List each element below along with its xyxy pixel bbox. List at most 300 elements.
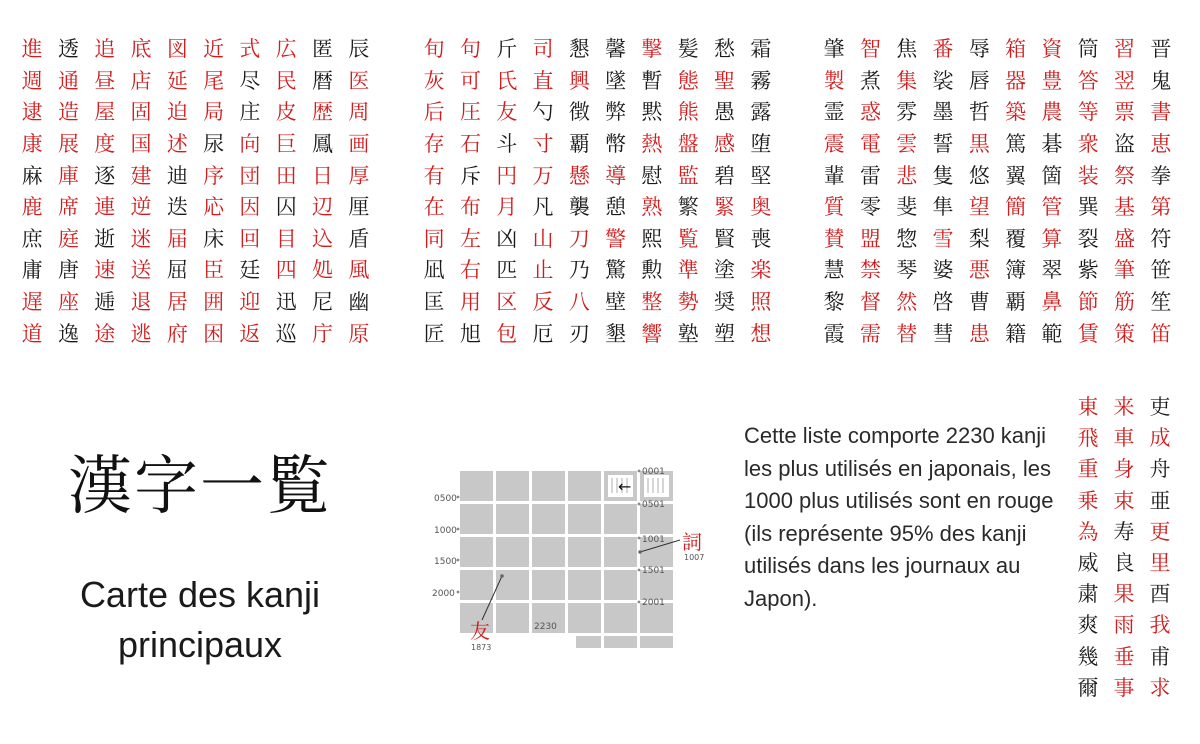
kanji-cell: 肇: [823, 37, 845, 62]
kanji-cell: 粛: [1077, 582, 1099, 607]
kanji-cell: 通: [57, 68, 79, 93]
kanji-cell: 山: [532, 226, 554, 251]
kanji-cell: 賛: [823, 226, 845, 251]
kanji-cell: 尽: [239, 68, 261, 93]
kanji-cell: 範: [1041, 321, 1063, 346]
kanji-cell: 后: [423, 100, 445, 125]
kanji-cell: 幾: [1077, 644, 1099, 669]
map-left-label-1: 1000: [434, 526, 457, 536]
map-cell: [496, 603, 529, 633]
kanji-cell: 刀: [568, 226, 590, 251]
map-right-label-1: 0501: [642, 500, 665, 510]
kanji-cell: 反: [532, 290, 554, 315]
kanji-cell: 回: [239, 226, 261, 251]
kanji-cell: 翼: [1005, 163, 1027, 188]
kanji-cell: 廷: [239, 258, 261, 283]
kanji-cell: 衆: [1077, 132, 1099, 157]
kanji-cell: 輩: [823, 163, 845, 188]
callout-left-number: 1873: [471, 643, 492, 652]
kanji-cell: 馨: [605, 37, 627, 62]
kanji-cell: 医: [348, 68, 370, 93]
map-end-label: 2230: [534, 622, 557, 632]
map-cell: [496, 471, 529, 501]
kanji-cell: 簿: [1005, 258, 1027, 283]
map-left-label-0: 0500: [434, 494, 457, 504]
kanji-cell: 賢: [714, 226, 736, 251]
kanji-cell: 慰: [641, 163, 663, 188]
kanji-cell: 展: [57, 132, 79, 157]
kanji-cell: 度: [94, 132, 116, 157]
kanji-cell: 巽: [1077, 195, 1099, 220]
kanji-cell: 監: [677, 163, 699, 188]
map-cells: [460, 471, 673, 648]
kanji-cell: 皮: [275, 100, 297, 125]
kanji-cell: 緊: [714, 195, 736, 220]
map-right-label-3: 1501: [642, 566, 665, 576]
kanji-cell: 歴: [312, 100, 334, 125]
kanji-cell: 悠: [968, 163, 990, 188]
kanji-cell: 図: [166, 37, 188, 62]
kanji-cell: 番: [932, 37, 954, 62]
kanji-cell: 垂: [1113, 644, 1135, 669]
kanji-cell: 惣: [896, 226, 918, 251]
kanji-grid-4: [1070, 392, 1178, 704]
kanji-cell: 画: [348, 132, 370, 157]
kanji-cell: 辱: [968, 37, 990, 62]
kanji-cell: 農: [1041, 100, 1063, 125]
label-tick: [638, 537, 641, 540]
kanji-cell: 曹: [968, 290, 990, 315]
kanji-cell: 管: [1041, 195, 1063, 220]
kanji-cell: 逐: [94, 163, 116, 188]
kanji-cell: 導: [605, 163, 627, 188]
map-cell: [568, 504, 601, 534]
kanji-cell: 盤: [677, 132, 699, 157]
kanji-cell: 煮: [859, 68, 881, 93]
map-cell: [532, 537, 565, 567]
kanji-cell: 圧: [459, 100, 481, 125]
kanji-cell: 斗: [496, 132, 518, 157]
kanji-cell: 笛: [1150, 321, 1172, 346]
kanji-cell: 囚: [275, 195, 297, 220]
kanji-cell: 同: [423, 226, 445, 251]
description: Cette liste comporte 2230 kanji les plus utilisés en japonais, les 1000 plus utilisés sont en rouge (ils représente 95% des kanji utilisés dans les journaux au Japon).: [744, 423, 1054, 611]
kanji-cell: 居: [166, 290, 188, 315]
kanji-cell: 込: [312, 226, 334, 251]
kanji-cell: 裟: [932, 68, 954, 93]
kanji-map-diagram: [424, 460, 724, 660]
kanji-cell: 乗: [1077, 488, 1099, 513]
callout-right-kanji: 詞: [682, 530, 702, 554]
map-cell: [460, 504, 493, 534]
kanji-cell: 国: [130, 132, 152, 157]
label-tick: [457, 559, 460, 562]
kanji-cell: 凪: [423, 258, 445, 283]
kanji-cell: 刃: [568, 321, 590, 346]
kanji-cell: 庫: [57, 163, 79, 188]
kanji-cell: 東: [1077, 395, 1099, 420]
label-tick: [638, 470, 641, 473]
subtitle: Carte des kanji principaux: [79, 574, 321, 665]
kanji-cell: 届: [166, 226, 188, 251]
kanji-cell: 週: [21, 68, 43, 93]
kanji-cell: 豊: [1041, 68, 1063, 93]
kanji-cell: 楽: [750, 258, 772, 283]
kanji-cell: 鹿: [21, 195, 43, 220]
label-tick: [638, 503, 641, 506]
kanji-cell: 符: [1150, 226, 1172, 251]
kanji-cell: 奥: [750, 195, 772, 220]
kanji-cell: 厚: [348, 163, 370, 188]
map-cell: [532, 504, 565, 534]
kanji-cell: 成: [1149, 426, 1171, 451]
kanji-cell: 甫: [1149, 644, 1171, 669]
kanji-cell: 進: [21, 37, 43, 62]
kanji-cell: 智: [859, 37, 881, 62]
kanji-cell: 唇: [968, 68, 990, 93]
kanji-cell: 屈: [166, 258, 188, 283]
kanji-cell: 透: [57, 37, 79, 62]
kanji-cell: 爽: [1077, 613, 1099, 638]
kanji-cell: 連: [94, 195, 116, 220]
kanji-cell: 灰: [423, 68, 445, 93]
kanji-cell: 裂: [1077, 226, 1099, 251]
kanji-cell: 壁: [605, 290, 627, 315]
kanji-cell: 囲: [203, 290, 225, 315]
kanji-cell: 簡: [1005, 195, 1027, 220]
kanji-cell: 奨: [714, 290, 736, 315]
left-arrow-icon: ←: [618, 477, 632, 496]
kanji-cell: 造: [57, 100, 79, 125]
kanji-cell: 氏: [496, 68, 518, 93]
kanji-cell: 田: [275, 163, 297, 188]
kanji-cell: 酉: [1149, 582, 1171, 607]
kanji-cell: 築: [1005, 100, 1027, 125]
kanji-cell: 懸: [568, 163, 590, 188]
kanji-cell: 質: [823, 195, 845, 220]
callout-right-number: 1007: [684, 553, 705, 562]
kanji-cell: 凶: [496, 226, 518, 251]
kanji-cell: 墨: [932, 100, 954, 125]
kanji-cell: 熟: [641, 195, 663, 220]
kanji-cell: 座: [57, 290, 79, 315]
kanji-cell: 石: [459, 132, 481, 157]
kanji-cell: 覇: [568, 132, 590, 157]
kanji-cell: 唐: [57, 258, 79, 283]
kanji-cell: 警: [605, 226, 627, 251]
kanji-cell: 喪: [750, 226, 772, 251]
kanji-cell: 筆: [1114, 258, 1136, 283]
kanji-cell: 逝: [94, 226, 116, 251]
kanji-cell: 拳: [1150, 163, 1172, 188]
kanji-cell: 席: [57, 195, 79, 220]
kanji-cell: 有: [423, 163, 445, 188]
kanji-cell: 爾: [1077, 675, 1099, 700]
kanji-cell: 存: [423, 132, 445, 157]
kanji-cell: 幣: [605, 132, 627, 157]
kanji-cell: 督: [859, 290, 881, 315]
kanji-cell: 旬: [423, 37, 445, 62]
kanji-cell: 悪: [968, 258, 990, 283]
kanji-cell: 迅: [275, 290, 297, 315]
kanji-cell: 友: [496, 100, 518, 125]
kanji-cell: 匿: [312, 37, 334, 62]
kanji-cell: 盟: [859, 226, 881, 251]
kanji-grid-3: [816, 34, 1179, 350]
kanji-cell: 勢: [677, 290, 699, 315]
kanji-cell: 誓: [932, 132, 954, 157]
kanji-cell: 興: [568, 68, 590, 93]
kanji-cell: 節: [1077, 290, 1099, 315]
kanji-cell: 舟: [1149, 457, 1171, 482]
kanji-cell: 吏: [1149, 395, 1171, 420]
kanji-cell: 霊: [823, 100, 845, 125]
kanji-cell: 恵: [1150, 132, 1172, 157]
kanji-cell: 雨: [1113, 613, 1135, 638]
kanji-cell: 辺: [312, 195, 334, 220]
kanji-cell: 追: [94, 37, 116, 62]
kanji-cell: 集: [896, 68, 918, 93]
kanji-cell: 惑: [859, 100, 881, 125]
kanji-cell: 啓: [932, 290, 954, 315]
kanji-grid-2: [416, 34, 779, 350]
map-cell: [604, 504, 637, 534]
kanji-cell: 盾: [348, 226, 370, 251]
kanji-cell: 隻: [932, 163, 954, 188]
kanji-cell: 向: [239, 132, 261, 157]
kanji-cell: 旭: [459, 321, 481, 346]
kanji-cell: 束: [1113, 488, 1135, 513]
kanji-cell: 重: [1077, 457, 1099, 482]
map-cell: [604, 603, 637, 633]
callout-left-kanji: 友: [470, 619, 490, 643]
label-tick: [457, 496, 460, 499]
map-right-label-2: 1001: [642, 535, 665, 545]
kanji-cell: 望: [968, 195, 990, 220]
kanji-cell: 髪: [677, 37, 699, 62]
label-tick: [638, 601, 641, 604]
kanji-cell: 撃: [641, 37, 663, 62]
kanji-cell: 求: [1149, 675, 1171, 700]
kanji-cell: 堅: [750, 163, 772, 188]
kanji-cell: 匠: [423, 321, 445, 346]
kanji-cell: 響: [641, 321, 663, 346]
kanji-cell: 逃: [130, 321, 152, 346]
kanji-cell: 鬼: [1150, 68, 1172, 93]
kanji-cell: 威: [1077, 551, 1099, 576]
kanji-cell: 第: [1150, 195, 1172, 220]
kanji-cell: 屋: [94, 100, 116, 125]
kanji-cell: 答: [1077, 68, 1099, 93]
kanji-cell: 懇: [568, 37, 590, 62]
map-cell: [532, 471, 565, 501]
kanji-cell: 里: [1149, 551, 1171, 576]
kanji-cell: 迎: [239, 290, 261, 315]
kanji-cell: 盛: [1114, 226, 1136, 251]
map-cell: [568, 603, 601, 633]
kanji-cell: 床: [203, 226, 225, 251]
kanji-cell: 区: [496, 290, 518, 315]
kanji-cell: 哲: [968, 100, 990, 125]
kanji-cell: 序: [203, 163, 225, 188]
map-cell: [532, 570, 565, 600]
kanji-cell: 悲: [896, 163, 918, 188]
kanji-cell: 資: [1041, 37, 1063, 62]
kanji-cell: 因: [239, 195, 261, 220]
kanji-cell: 八: [568, 290, 590, 315]
kanji-cell: 霧: [750, 68, 772, 93]
kanji-cell: 周: [348, 100, 370, 125]
kanji-cell: 為: [1077, 519, 1099, 544]
kanji-cell: 替: [896, 321, 918, 346]
kanji-cell: 患: [968, 321, 990, 346]
label-tick: [457, 591, 460, 594]
kanji-cell: 巡: [275, 321, 297, 346]
kanji-cell: 述: [166, 132, 188, 157]
kanji-cell: 道: [21, 321, 43, 346]
kanji-cell: 翌: [1114, 68, 1136, 93]
kanji-cell: 途: [94, 321, 116, 346]
kanji-cell: 庁: [312, 321, 334, 346]
kanji-cell: 籍: [1005, 321, 1027, 346]
kanji-cell: 局: [203, 100, 225, 125]
kanji-cell: 団: [239, 163, 261, 188]
kanji-cell: 用: [459, 290, 481, 315]
kanji-cell: 迪: [166, 163, 188, 188]
kanji-cell: 匡: [423, 290, 445, 315]
kanji-cell: 斐: [896, 195, 918, 220]
kanji-cell: 左: [459, 226, 481, 251]
kanji-cell: 四: [275, 258, 297, 283]
map-cell: [568, 570, 601, 600]
kanji-cell: 身: [1113, 457, 1135, 482]
kanji-cell: 箱: [1005, 37, 1027, 62]
kanji-cell: 昼: [94, 68, 116, 93]
kanji-cell: 墾: [605, 321, 627, 346]
kanji-cell: 辰: [348, 37, 370, 62]
map-cell: [568, 537, 601, 567]
kanji-cell: 巨: [275, 132, 297, 157]
kanji-cell: 盗: [1114, 132, 1136, 157]
kanji-cell: 右: [459, 258, 481, 283]
kanji-cell: 府: [166, 321, 188, 346]
kanji-cell: 原: [348, 321, 370, 346]
map-cell: [496, 537, 529, 567]
kanji-cell: 寿: [1113, 519, 1135, 544]
kanji-cell: 返: [239, 321, 261, 346]
kanji-cell: 堕: [750, 132, 772, 157]
kanji-cell: 霜: [750, 37, 772, 62]
kanji-cell: 碧: [714, 163, 736, 188]
map-right-label-0: 0001: [642, 467, 665, 477]
map-left-label-3: 2000: [432, 589, 455, 599]
kanji-cell: 塗: [714, 258, 736, 283]
kanji-cell: 震: [823, 132, 845, 157]
kanji-cell: 笹: [1150, 258, 1172, 283]
kanji-cell: 迫: [166, 100, 188, 125]
kanji-cell: 尾: [203, 68, 225, 93]
kanji-cell: 店: [130, 68, 152, 93]
kanji-cell: 態: [677, 68, 699, 93]
kanji-cell: 尼: [312, 290, 334, 315]
kanji-cell: 庭: [57, 226, 79, 251]
kanji-cell: 臣: [203, 258, 225, 283]
kanji-cell: 焦: [896, 37, 918, 62]
kanji-cell: 幽: [348, 290, 370, 315]
kanji-cell: 遅: [21, 290, 43, 315]
kanji-cell: 風: [348, 258, 370, 283]
kanji-cell: 篤: [1005, 132, 1027, 157]
kanji-cell: 直: [532, 68, 554, 93]
kanji-cell: 聖: [714, 68, 736, 93]
map-cell: [604, 537, 637, 567]
kanji-cell: 準: [677, 258, 699, 283]
kanji-cell: 器: [1005, 68, 1027, 93]
kanji-cell: 厄: [532, 321, 554, 346]
kanji-cell: 乃: [568, 258, 590, 283]
kanji-cell: 黎: [823, 290, 845, 315]
kanji-cell: 繁: [677, 195, 699, 220]
kanji-cell: 処: [312, 258, 334, 283]
kanji-cell: 庸: [21, 258, 43, 283]
kanji-cell: 策: [1114, 321, 1136, 346]
kanji-cell: 凡: [532, 195, 554, 220]
kanji-cell: 装: [1077, 163, 1099, 188]
kanji-cell: 露: [750, 100, 772, 125]
kanji-cell: 建: [130, 163, 152, 188]
kanji-cell: 熙: [641, 226, 663, 251]
kanji-cell: 笙: [1150, 290, 1172, 315]
kanji-cell: 弊: [605, 100, 627, 125]
kanji-cell: 雷: [859, 163, 881, 188]
kanji-cell: 覧: [677, 226, 699, 251]
kanji-cell: 祭: [1114, 163, 1136, 188]
kanji-cell: 晋: [1150, 37, 1172, 62]
map-cell: [568, 471, 601, 501]
kanji-cell: 司: [532, 37, 554, 62]
kanji-cell: 我: [1149, 613, 1171, 638]
kanji-cell: 飛: [1077, 426, 1099, 451]
kanji-cell: 逮: [21, 100, 43, 125]
kanji-cell: 月: [496, 195, 518, 220]
kanji-cell: 来: [1113, 395, 1135, 420]
kanji-cell: 延: [166, 68, 188, 93]
kanji-cell: 雪: [932, 226, 954, 251]
kanji-cell: 黙: [641, 100, 663, 125]
kanji-cell: 慧: [823, 258, 845, 283]
kanji-cell: 厘: [348, 195, 370, 220]
kanji-cell: 麻: [21, 163, 43, 188]
kanji-cell: 円: [496, 163, 518, 188]
kanji-cell: 算: [1041, 226, 1063, 251]
kanji-cell: 困: [203, 321, 225, 346]
kanji-cell: 霞: [823, 321, 845, 346]
kanji-cell: 事: [1113, 675, 1135, 700]
kanji-cell: 果: [1113, 582, 1135, 607]
kanji-cell: 逸: [57, 321, 79, 346]
kanji-cell: 書: [1150, 100, 1172, 125]
kanji-cell: 習: [1114, 37, 1136, 62]
kanji-cell: 然: [896, 290, 918, 315]
kanji-cell: 塾: [677, 321, 699, 346]
kanji-cell: 康: [21, 132, 43, 157]
kanji-grid-1: [14, 34, 377, 350]
kanji-cell: 整: [641, 290, 663, 315]
kanji-cell: 愚: [714, 100, 736, 125]
kanji-cell: 隼: [932, 195, 954, 220]
map-cell: [496, 570, 529, 600]
kanji-cell: 製: [823, 68, 845, 93]
